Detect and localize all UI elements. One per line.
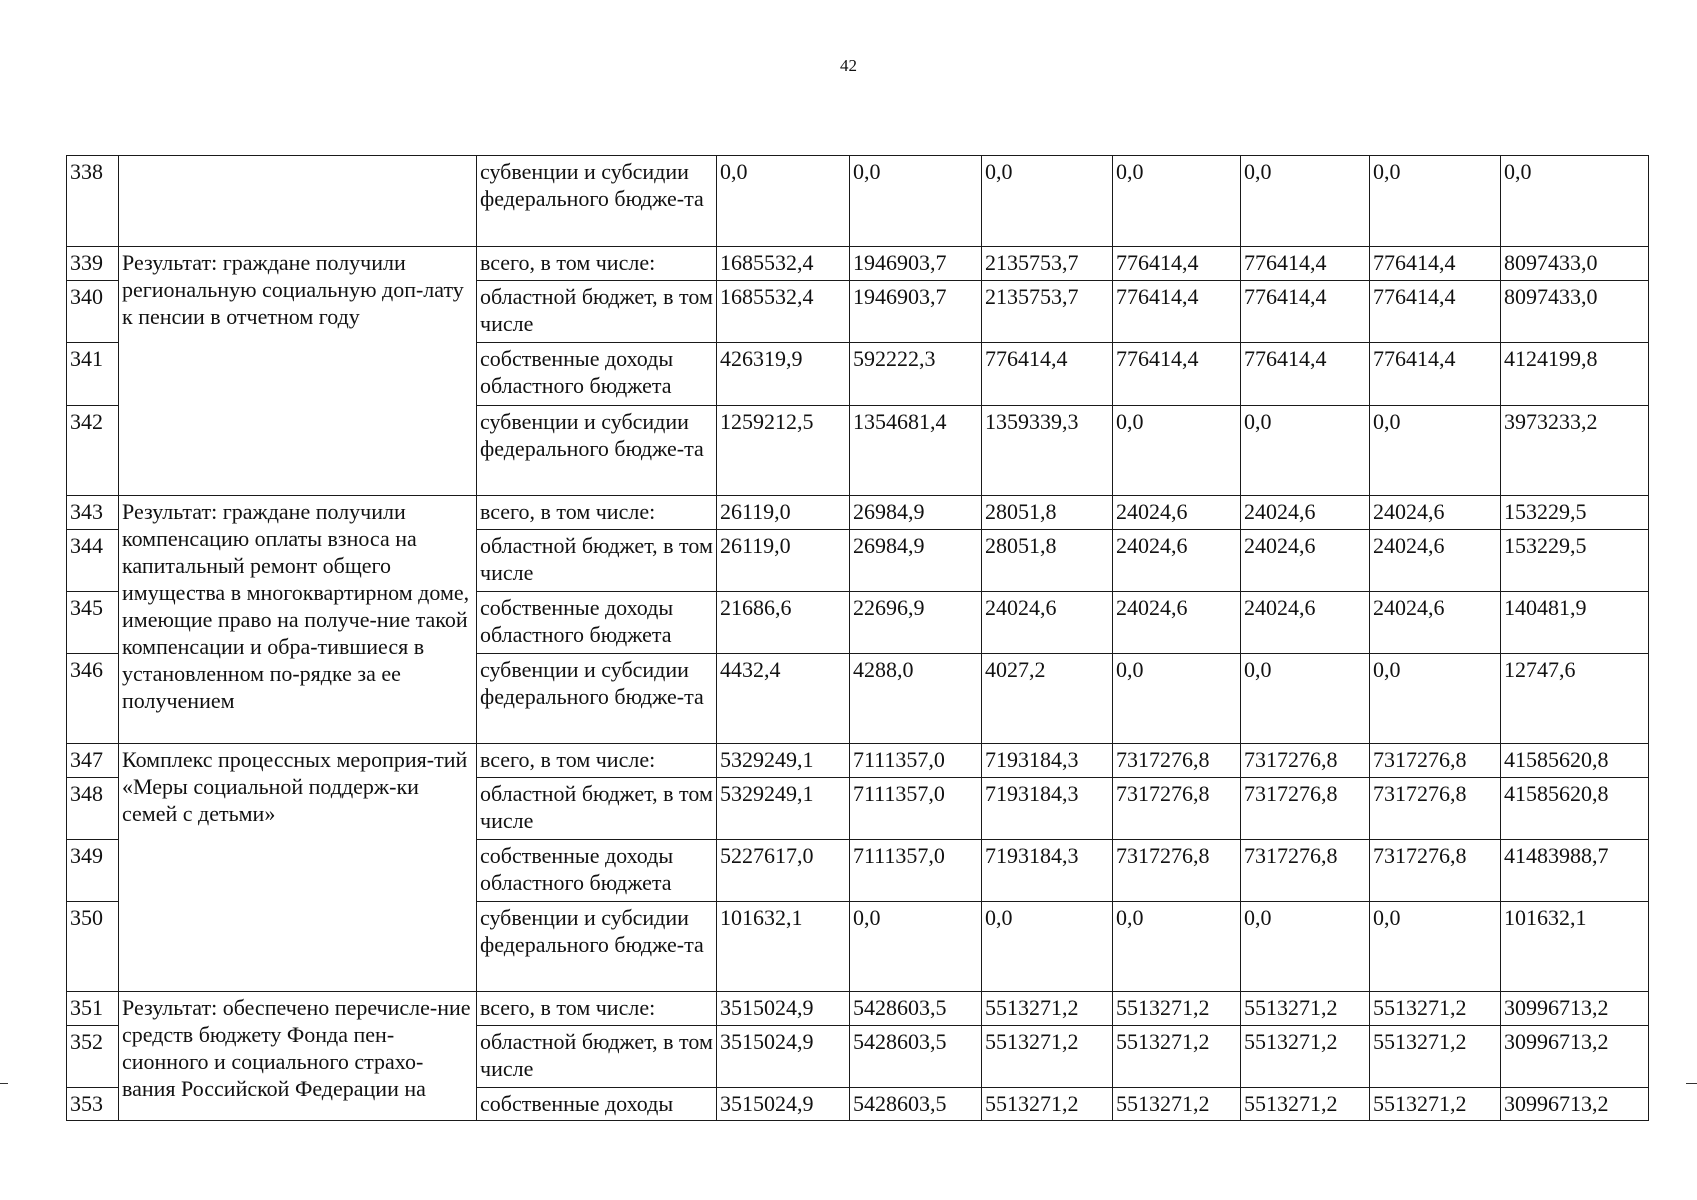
row-number: 347 bbox=[67, 744, 119, 778]
value-cell: 7193184,3 bbox=[982, 840, 1113, 902]
value-cell: 7193184,3 bbox=[982, 778, 1113, 840]
value-cell: 5513271,2 bbox=[1113, 1088, 1241, 1121]
value-cell: 1259212,5 bbox=[717, 406, 850, 496]
budget-table bbox=[66, 155, 1649, 1121]
value-cell: 7317276,8 bbox=[1113, 778, 1241, 840]
value-cell: 0,0 bbox=[850, 902, 982, 992]
value-cell: 2135753,7 bbox=[982, 247, 1113, 281]
value-cell: 1685532,4 bbox=[717, 281, 850, 343]
row-number: 351 bbox=[67, 992, 119, 1026]
value-cell: 0,0 bbox=[982, 156, 1113, 247]
value-cell: 4288,0 bbox=[850, 654, 982, 744]
value-cell: 5513271,2 bbox=[1241, 992, 1370, 1026]
funding-source: всего, в том числе: bbox=[477, 992, 717, 1026]
value-cell: 24024,6 bbox=[982, 592, 1113, 654]
value-cell: 24024,6 bbox=[1370, 592, 1501, 654]
row-number: 353 bbox=[67, 1088, 119, 1121]
funding-source: всего, в том числе: bbox=[477, 496, 717, 530]
value-cell: 24024,6 bbox=[1113, 496, 1241, 530]
value-cell: 776414,4 bbox=[1113, 343, 1241, 406]
value-cell: 26119,0 bbox=[717, 496, 850, 530]
row-number: 352 bbox=[67, 1026, 119, 1088]
row-number: 350 bbox=[67, 902, 119, 992]
value-cell: 28051,8 bbox=[982, 530, 1113, 592]
value-cell: 1946903,7 bbox=[850, 247, 982, 281]
value-cell: 776414,4 bbox=[1241, 343, 1370, 406]
value-cell: 1359339,3 bbox=[982, 406, 1113, 496]
value-cell: 7317276,8 bbox=[1113, 840, 1241, 902]
value-cell: 5513271,2 bbox=[982, 1026, 1113, 1088]
row-number: 345 bbox=[67, 592, 119, 654]
total-cell: 153229,5 bbox=[1501, 496, 1649, 530]
funding-source: областной бюджет, в том числе bbox=[477, 778, 717, 840]
funding-source: субвенции и субсидии федерального бюдже-та bbox=[477, 156, 717, 247]
funding-source: всего, в том числе: bbox=[477, 247, 717, 281]
value-cell: 1685532,4 bbox=[717, 247, 850, 281]
row-number: 349 bbox=[67, 840, 119, 902]
funding-source: областной бюджет, в том числе bbox=[477, 1026, 717, 1088]
total-cell: 12747,6 bbox=[1501, 654, 1649, 744]
value-cell: 0,0 bbox=[982, 902, 1113, 992]
value-cell: 776414,4 bbox=[982, 343, 1113, 406]
value-cell: 3515024,9 bbox=[717, 1026, 850, 1088]
value-cell: 26984,9 bbox=[850, 530, 982, 592]
funding-source: собственные доходы областного бюджета bbox=[477, 343, 717, 406]
value-cell: 5513271,2 bbox=[1370, 1026, 1501, 1088]
result-description: Комплекс процессных мероприя-тий «Меры социальной поддерж-ки семей с детьми» bbox=[119, 744, 477, 992]
value-cell: 24024,6 bbox=[1370, 496, 1501, 530]
funding-source: субвенции и субсидии федерального бюдже-та bbox=[477, 406, 717, 496]
value-cell: 0,0 bbox=[1113, 156, 1241, 247]
value-cell: 7317276,8 bbox=[1241, 840, 1370, 902]
value-cell: 0,0 bbox=[850, 156, 982, 247]
funding-source: собственные доходы bbox=[477, 1088, 717, 1121]
value-cell: 0,0 bbox=[1241, 654, 1370, 744]
value-cell: 22696,9 bbox=[850, 592, 982, 654]
value-cell: 426319,9 bbox=[717, 343, 850, 406]
value-cell: 4432,4 bbox=[717, 654, 850, 744]
value-cell: 4027,2 bbox=[982, 654, 1113, 744]
total-cell: 0,0 bbox=[1501, 156, 1649, 247]
value-cell: 776414,4 bbox=[1370, 343, 1501, 406]
total-cell: 153229,5 bbox=[1501, 530, 1649, 592]
row-number: 343 bbox=[67, 496, 119, 530]
value-cell: 5513271,2 bbox=[1370, 1088, 1501, 1121]
row-number: 344 bbox=[67, 530, 119, 592]
result-description: Результат: граждане получили компенсацию оплаты взноса на капитальный ремонт общего имущества в многоквартирном доме, имеющие право на получе-ние такой компенсации и обра-тившиеся в установленном по-рядке за ее получением bbox=[119, 496, 477, 744]
value-cell: 0,0 bbox=[1370, 902, 1501, 992]
value-cell: 24024,6 bbox=[1241, 530, 1370, 592]
value-cell: 5428603,5 bbox=[850, 1026, 982, 1088]
value-cell: 0,0 bbox=[1113, 406, 1241, 496]
funding-source: собственные доходы областного бюджета bbox=[477, 840, 717, 902]
value-cell: 0,0 bbox=[1241, 406, 1370, 496]
table-row bbox=[67, 496, 1649, 530]
value-cell: 1354681,4 bbox=[850, 406, 982, 496]
value-cell: 776414,4 bbox=[1113, 281, 1241, 343]
value-cell: 24024,6 bbox=[1241, 592, 1370, 654]
value-cell: 101632,1 bbox=[717, 902, 850, 992]
value-cell: 776414,4 bbox=[1241, 281, 1370, 343]
result-description: Результат: граждане получили региональную социальную доп-лату к пенсии в отчетном году bbox=[119, 247, 477, 496]
value-cell: 7193184,3 bbox=[982, 744, 1113, 778]
page-edge-mark-left bbox=[0, 1083, 8, 1084]
row-number: 339 bbox=[67, 247, 119, 281]
value-cell: 5329249,1 bbox=[717, 744, 850, 778]
value-cell: 2135753,7 bbox=[982, 281, 1113, 343]
row-number: 341 bbox=[67, 343, 119, 406]
value-cell: 7317276,8 bbox=[1370, 744, 1501, 778]
total-cell: 8097433,0 bbox=[1501, 247, 1649, 281]
value-cell: 5428603,5 bbox=[850, 992, 982, 1026]
row-number: 346 bbox=[67, 654, 119, 744]
value-cell: 0,0 bbox=[1370, 156, 1501, 247]
value-cell: 7317276,8 bbox=[1241, 778, 1370, 840]
value-cell: 21686,6 bbox=[717, 592, 850, 654]
table-row bbox=[67, 744, 1649, 778]
total-cell: 30996713,2 bbox=[1501, 1088, 1649, 1121]
value-cell: 0,0 bbox=[1370, 406, 1501, 496]
value-cell: 776414,4 bbox=[1370, 281, 1501, 343]
total-cell: 41483988,7 bbox=[1501, 840, 1649, 902]
funding-source: субвенции и субсидии федерального бюдже-та bbox=[477, 902, 717, 992]
value-cell: 24024,6 bbox=[1113, 592, 1241, 654]
total-cell: 3973233,2 bbox=[1501, 406, 1649, 496]
value-cell: 5513271,2 bbox=[1113, 992, 1241, 1026]
funding-source: областной бюджет, в том числе bbox=[477, 281, 717, 343]
value-cell: 5513271,2 bbox=[1113, 1026, 1241, 1088]
total-cell: 41585620,8 bbox=[1501, 778, 1649, 840]
value-cell: 0,0 bbox=[1113, 654, 1241, 744]
value-cell: 5428603,5 bbox=[850, 1088, 982, 1121]
value-cell: 24024,6 bbox=[1370, 530, 1501, 592]
value-cell: 0,0 bbox=[717, 156, 850, 247]
value-cell: 3515024,9 bbox=[717, 1088, 850, 1121]
value-cell: 3515024,9 bbox=[717, 992, 850, 1026]
value-cell: 592222,3 bbox=[850, 343, 982, 406]
funding-source: собственные доходы областного бюджета bbox=[477, 592, 717, 654]
total-cell: 41585620,8 bbox=[1501, 744, 1649, 778]
total-cell: 30996713,2 bbox=[1501, 992, 1649, 1026]
total-cell: 140481,9 bbox=[1501, 592, 1649, 654]
row-number: 340 bbox=[67, 281, 119, 343]
value-cell: 7111357,0 bbox=[850, 744, 982, 778]
value-cell: 26984,9 bbox=[850, 496, 982, 530]
value-cell: 776414,4 bbox=[1241, 247, 1370, 281]
funding-source: всего, в том числе: bbox=[477, 744, 717, 778]
page-number: 42 bbox=[840, 56, 857, 75]
row-number: 342 bbox=[67, 406, 119, 496]
value-cell: 5227617,0 bbox=[717, 840, 850, 902]
value-cell: 24024,6 bbox=[1241, 496, 1370, 530]
value-cell: 776414,4 bbox=[1113, 247, 1241, 281]
value-cell: 7317276,8 bbox=[1370, 840, 1501, 902]
value-cell: 28051,8 bbox=[982, 496, 1113, 530]
total-cell: 30996713,2 bbox=[1501, 1026, 1649, 1088]
row-number: 348 bbox=[67, 778, 119, 840]
value-cell: 7111357,0 bbox=[850, 778, 982, 840]
value-cell: 0,0 bbox=[1113, 902, 1241, 992]
value-cell: 0,0 bbox=[1370, 654, 1501, 744]
value-cell: 7317276,8 bbox=[1113, 744, 1241, 778]
value-cell: 24024,6 bbox=[1113, 530, 1241, 592]
total-cell: 8097433,0 bbox=[1501, 281, 1649, 343]
value-cell: 7317276,8 bbox=[1370, 778, 1501, 840]
value-cell: 5329249,1 bbox=[717, 778, 850, 840]
total-cell: 4124199,8 bbox=[1501, 343, 1649, 406]
value-cell: 5513271,2 bbox=[982, 1088, 1113, 1121]
value-cell: 5513271,2 bbox=[1370, 992, 1501, 1026]
result-description: Результат: обеспечено перечисле-ние средств бюджету Фонда пен-сионного и социального страхо-вания Российской Федерации на bbox=[119, 992, 477, 1121]
funding-source: областной бюджет, в том числе bbox=[477, 530, 717, 592]
result-description bbox=[119, 156, 477, 247]
page-edge-mark-right bbox=[1686, 1083, 1697, 1084]
row-number: 338 bbox=[67, 156, 119, 247]
value-cell: 1946903,7 bbox=[850, 281, 982, 343]
table-row bbox=[67, 992, 1649, 1026]
value-cell: 0,0 bbox=[1241, 156, 1370, 247]
value-cell: 776414,4 bbox=[1370, 247, 1501, 281]
total-cell: 101632,1 bbox=[1501, 902, 1649, 992]
value-cell: 5513271,2 bbox=[1241, 1026, 1370, 1088]
table-row bbox=[67, 156, 1649, 247]
value-cell: 5513271,2 bbox=[1241, 1088, 1370, 1121]
value-cell: 5513271,2 bbox=[982, 992, 1113, 1026]
value-cell: 7111357,0 bbox=[850, 840, 982, 902]
value-cell: 7317276,8 bbox=[1241, 744, 1370, 778]
table-row bbox=[67, 247, 1649, 281]
value-cell: 26119,0 bbox=[717, 530, 850, 592]
value-cell: 0,0 bbox=[1241, 902, 1370, 992]
funding-source: субвенции и субсидии федерального бюдже-та bbox=[477, 654, 717, 744]
